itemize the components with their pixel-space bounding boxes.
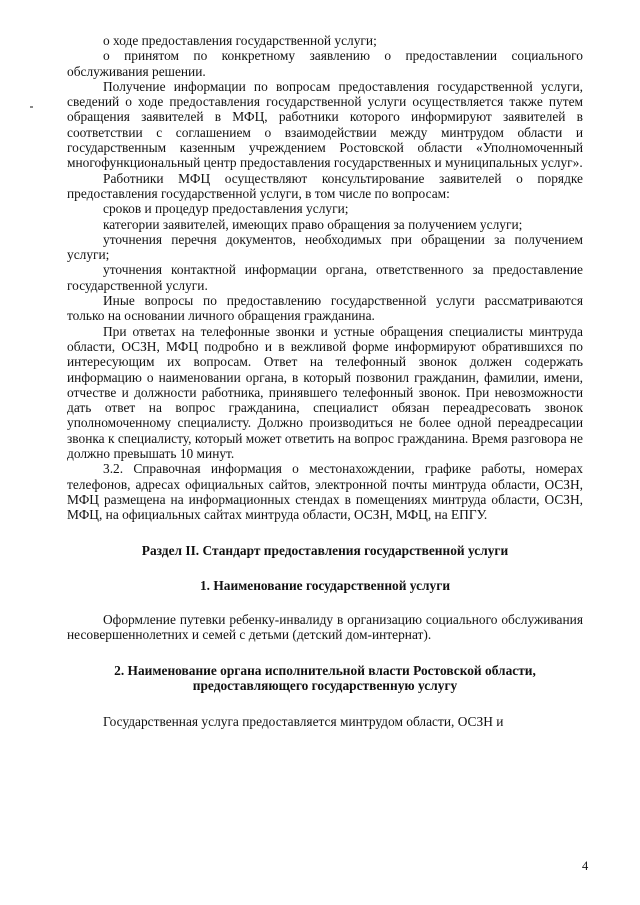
service-name-paragraph: Оформление путевки ребенку-инвалиду в организацию социального обслуживания несовершеннолетних и семей с детьми (детский дом-интернат). (67, 612, 583, 643)
paragraph: о ходе предоставления государственной услуги; (103, 33, 377, 48)
paragraph: Получение информации по вопросам предоставления государственной услуги, сведений о ходе предоставления государственной услуги осуществляется также путем обращения заявителей в МФЦ, работники которого информируют заявителей в соответствии с соглашением о взаимодействии между минтрудом области и государственным казенным учреждением Ростовской области «Уполномоченный многофункциональный центр предоставления государственных и муниципальных услуг». (67, 78, 583, 171)
paragraph: При ответах на телефонные звонки и устные обращения специалисты минтруда области, ОСЗН, МФЦ подробно и в вежливой форме информируют обратившихся по интересующим их вопросам. Ответ на телефонный звонок должен содержать информацию о наименовании органа, в который позвонил гражданин, фамилии, имени, отчестве и должности работника, принявшего телефонный звонок. При невозможности дать ответ на вопрос гражданина, специалист обязан переадресовать звонок уполномоченному специалисту. Должно производиться не более одной переадресации звонка к специалисту, который может ответить на вопрос гражданина. Время разговора не должно превышать 10 минут. (67, 323, 583, 462)
paragraph: 3.2. Справочная информация о местонахождении, графике работы, номерах телефонов, адресах официальных сайтов, электронной почты минтруда области, ОСЗН, МФЦ размещена на информационных стендах в помещениях минтруда области, ОСЗН, МФЦ, на официальных сайтах минтруда области, ОСЗН, МФЦ, на ЕПГУ. (67, 461, 583, 523)
paragraph: Работники МФЦ осуществляют консультирование заявителей о порядке предоставления государственной услуги, в том числе по вопросам: (67, 170, 583, 201)
scan-mark (30, 106, 33, 108)
paragraph: Иные вопросы по предоставлению государственной услуги рассматриваются только на основании личного обращения гражданина. (67, 293, 583, 324)
subheading-service-name: 1. Наименование государственной услуги (199, 577, 451, 593)
page-number: 4 (582, 859, 589, 873)
section-heading: Раздел II. Стандарт предоставления государственной услуги (141, 542, 509, 558)
paragraph: уточнения контактной информации органа, ответственного за предоставление государственной услуги. (67, 262, 583, 293)
paragraph: категории заявителей, имеющих право обращения за получением услуги; (103, 216, 523, 232)
subheading-authority-line1: 2. Наименование органа исполнительной власти Ростовской области, (114, 662, 536, 678)
paragraph: сроков и процедур предоставления услуги; (103, 201, 349, 217)
paragraph: уточнения перечня документов, необходимых при обращении за получением услуги; (67, 231, 583, 263)
paragraph: о принятом по конкретному заявлению о предоставлении социального обслуживания решении. (67, 48, 583, 79)
final-paragraph: Государственная услуга предоставляется минтрудом области, ОСЗН и (103, 714, 504, 730)
subheading-authority-line2: предоставляющего государственную услугу (192, 677, 458, 693)
